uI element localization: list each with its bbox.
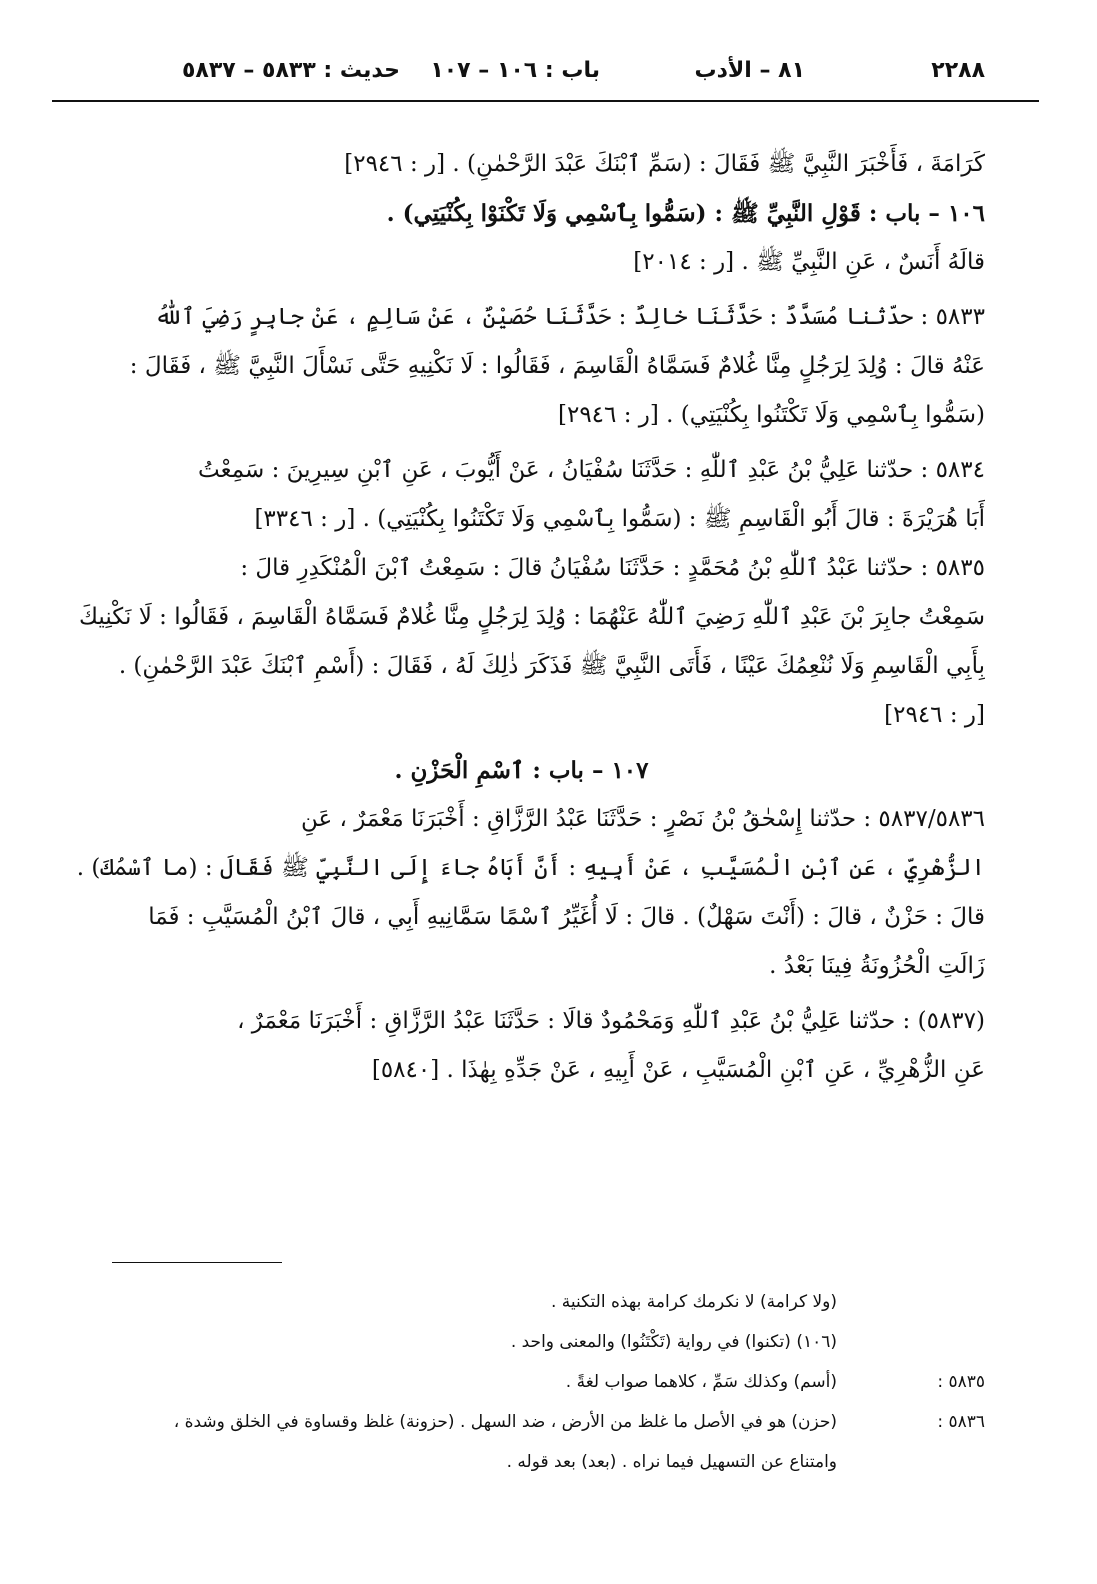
text-line: قالَ : حَزْنٌ ، قالَ : (أَنْتَ سَهْلٌ) . قالَ : لَا أُغَيِّرُ ٱسْمًا سَمَّانِيهِ أَبِي ، قالَ ٱبْنُ الْمُسَيَّبِ : فَمَا	[148, 904, 985, 930]
text-line: قالَهُ أَنَسٌ ، عَنِ النَّبِيِّ ﷺ . [ر : ٢٠١٤]	[633, 249, 985, 275]
hadith-range: حديث : ٥٨٣٣ – ٥٨٣٧	[182, 58, 400, 83]
footnote	[70, 1442, 985, 1482]
hadith-5836: ٥٨٣٧/٥٨٣٦ : حدّثنا إِسْحٰقُ بْنُ نَصْرٍ : حَدَّثَنَا عَبْدُ الرَّزَّاقِ : أَخْبَرَنَا مَعْمَرٌ ، عَنِ	[301, 806, 985, 832]
chapter-range: باب : ١٠٦ – ١٠٧	[430, 58, 600, 83]
footnote	[70, 1322, 985, 1362]
main-text	[58, 140, 985, 1095]
chapter-heading-107: ١٠٧ – باب : ٱسْمِ الْحَزْنِ .	[394, 757, 649, 784]
text-line: [ر : ٢٩٤٦]	[884, 702, 985, 728]
footnote-divider	[112, 1262, 282, 1263]
hadith-5833: ٥٨٣٣ : حدّثنا مُسَدَّدٌ : حَدَّثَنَا خالِدٌ : حَدَّثَنَا حُصَيْنٌ ، عَنْ سَالِمٍ ، عَنْ جابِرٍ رَضِيَ ٱللّٰهُ	[154, 304, 985, 330]
page-number: ٢٢٨٨	[931, 58, 985, 83]
hadith-5837: (٥٨٣٧) : حدّثنا عَلِيُّ بْنُ عَبْدِ ٱللّٰهِ وَمَحْمُودٌ قالَا : حَدَّثَنَا عَبْدُ الرَّزَّاقِ : أَخْبَرَنَا مَعْمَرٌ ،	[237, 1008, 985, 1034]
footnote-text: (أسم) وكذلك سَمِّ ، كلاهما صواب لغةً .	[565, 1372, 837, 1392]
footnote	[70, 1282, 985, 1322]
header-divider	[52, 100, 1039, 102]
hadith-5835: ٥٨٣٥ : حدّثنا عَبْدُ ٱللّٰهِ بْنُ مُحَمَّدٍ : حَدَّثَنَا سُفْيَانُ قالَ : سَمِعْتُ ٱبْنَ الْمُنْكَدِرِ قالَ :	[240, 555, 985, 581]
book-title: ٨١ – الأدب	[694, 58, 805, 83]
text-line: عَنِ الزُّهْرِيِّ ، عَنِ ٱبْنِ الْمُسَيَّبِ ، عَنْ أَبِيهِ ، عَنْ جَدِّهِ بِهٰذَا . [٥٨٤٠]	[371, 1057, 985, 1083]
text-line: الزُّهْرِيِّ ، عَنِ ٱبْنِ الْمُسَيَّبِ ، عَنْ أَبِيهِ : أَنَّ أَبَاهُ جاءَ إِلَى النَّبِيِّ ﷺ فَقَالَ : (ما ٱسْمُكَ) .	[76, 855, 985, 881]
chapter-heading-106: ١٠٦ – باب : قَوْلِ النَّبِيِّ ﷺ : (سَمُّوا بِٱسْمِي وَلَا تَكْنَوْا بِكُنْيَتِي) .	[386, 200, 985, 227]
text-line: (سَمُّوا بِٱسْمِي وَلَا تَكْتَنُوا بِكُنْيَتِي) . [ر : ٢٩٤٦]	[557, 402, 985, 428]
footnote	[70, 1402, 985, 1442]
running-header	[52, 52, 985, 94]
footnote-text: (ولا كرامة) لا نكرمك كرامة بهذه التكنية .	[550, 1292, 837, 1312]
footnote-ref: ٥٨٣٦ :	[937, 1412, 985, 1432]
text-line: أَبَا هُرَيْرَةَ : قالَ أَبُو الْقَاسِمِ ﷺ : (سَمُّوا بِٱسْمِي وَلَا تَكْتَنُوا بِكُنْيَتِي) . [ر : ٣٣٤٦]	[254, 506, 985, 532]
footnote	[70, 1362, 985, 1402]
footnote-text: (حزن) هو في الأصل ما غلظ من الأرض ، ضد السهل . (حزونة) غلظ وقساوة في الخلق وشدة ،	[173, 1412, 837, 1432]
footnote-ref: ٥٨٣٥ :	[937, 1372, 985, 1392]
text-line: سَمِعْتُ جابِرَ بْنَ عَبْدِ ٱللّٰهِ رَضِيَ ٱللّٰهُ عَنْهُمَا : وُلِدَ لِرَجُلٍ مِنَّا غُلامٌ فَسَمَّاهُ الْقَاسِمَ ، فَقَالُوا : لَا نَكْنِيكَ	[79, 604, 985, 630]
text-line: بِأَبِي الْقَاسِمِ وَلَا نُنْعِمُكَ عَيْنًا ، فَأَتَى النَّبِيَّ ﷺ فَذَكَرَ ذٰلِكَ لَهُ ، فَقَالَ : (أَسْمِ ٱبْنَكَ عَبْدَ الرَّحْمٰنِ) .	[118, 653, 985, 679]
text-line: عَنْهُ قالَ : وُلِدَ لِرَجُلٍ مِنَّا غُلامٌ فَسَمَّاهُ الْقَاسِمَ ، فَقَالُوا : لَا نَكْنِيهِ حَتَّى نَسْأَلَ النَّبِيَّ ﷺ ، فَقَالَ :	[129, 353, 985, 379]
footnotes	[70, 1282, 985, 1482]
text-line: زَالَتِ الْحُزُونَةُ فِينَا بَعْدُ .	[769, 953, 985, 979]
footnote-text: (١٠٦) (تكنوا) في رواية (تَكْتَنُوا) والمعنى واحد .	[510, 1332, 837, 1352]
hadith-5834: ٥٨٣٤ : حدّثنا عَلِيُّ بْنُ عَبْدِ ٱللّٰهِ : حَدَّثَنَا سُفْيَانُ ، عَنْ أَيُّوبَ ، عَنِ ٱبْنِ سِيرِينَ : سَمِعْتُ	[198, 457, 985, 483]
text-line: كَرَامَةَ ، فَأَخْبَرَ النَّبِيَّ ﷺ فَقَالَ : (سَمِّ ٱبْنَكَ عَبْدَ الرَّحْمٰنِ) . [ر : ٢٩٤٦]	[344, 151, 985, 177]
footnote-text: وامتناع عن التسهيل فيما نراه . (بعد) بعد قوله .	[506, 1452, 837, 1472]
